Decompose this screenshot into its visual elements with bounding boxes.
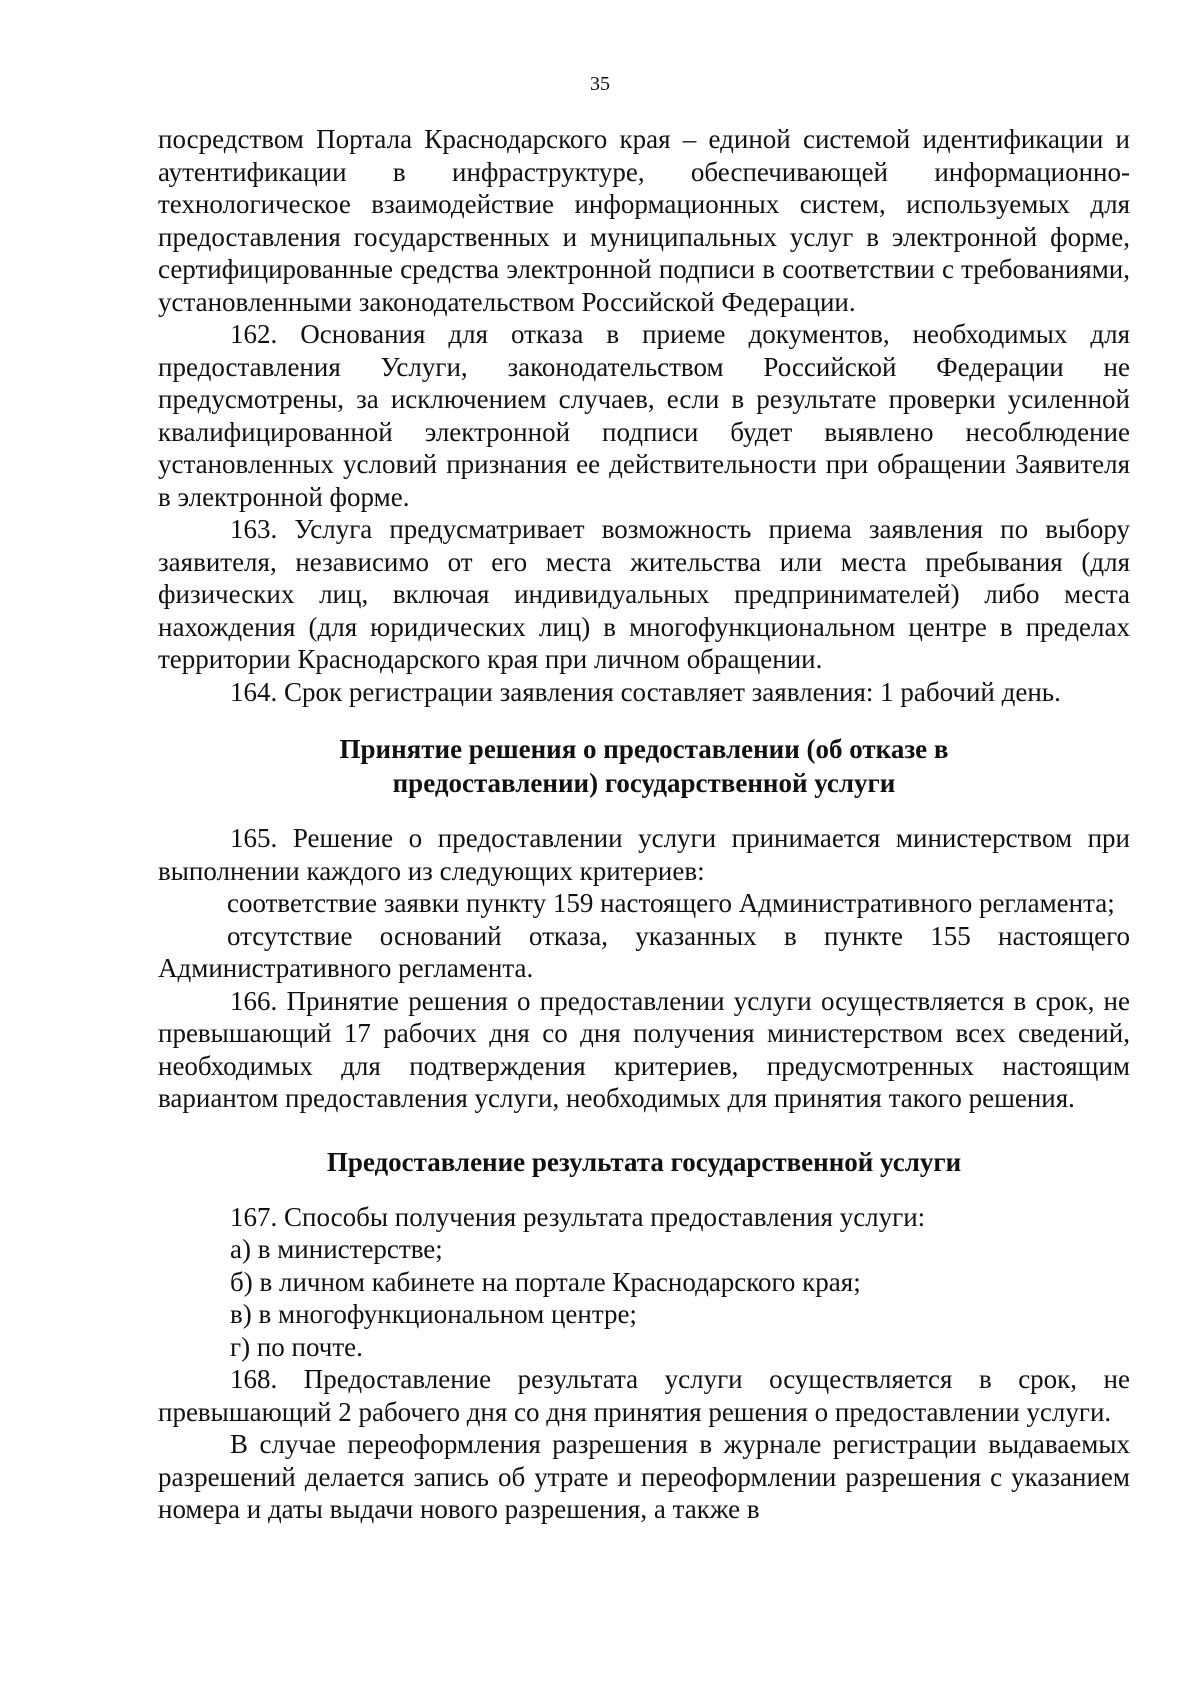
section-heading-decision-line-1: Принятие решения о предоставлении (об отказе в: [339, 734, 949, 764]
paragraph-168: 168. Предоставление результата услуги осуществляется в срок, не превышающий 2 рабочего дня со дня принятия решения о предоставлении услуги.: [158, 1364, 1130, 1427]
paragraph-168-reissue: В случае переоформления разрешения в журнале регистрации выдаваемых разрешений делается запись об утрате и переоформлении разрешения с указанием номера и даты выдачи нового разрешения, а также в: [158, 1429, 1130, 1524]
paragraph-continuation: посредством Портала Краснодарского края – единой системой идентификации и аутентификации в инфраструктуре, обеспечивающей информационно-технологическое взаимодействие информационных систем, используемых для предоставления государственных и муниципальных услуг в электронной форме, сертифицированные средства электронной подписи в соответствии с требованиями, установленными законодательством Российской Федерации.: [158, 124, 1130, 317]
paragraph-165-criterion-1: соответствие заявки пункту 159 настоящего Административного регламента;: [227, 888, 1115, 918]
list-item-c: в) в многофункциональном центре;: [230, 1299, 637, 1329]
section-heading-decision: [158, 732, 1130, 800]
paragraph-167: 167. Способы получения результата предоставления услуги:: [230, 1201, 926, 1232]
list-item-d: г) по почте.: [230, 1331, 363, 1362]
list-item-b: б) в личном кабинете на портале Краснодарского края;: [230, 1266, 861, 1297]
paragraph-162: 162. Основания для отказа в приеме документов, необходимых для предоставления Услуги, законодательством Российской Федерации не предусмотрены, за исключением случаев, если в результате проверки усиленной квалифицированной электронной подписи будет выявлено несоблюдение установленных условий признания ее действительности при обращении Заявителя в электронной форме.: [158, 319, 1130, 512]
section-heading-result: Предоставление результата государственной услуги: [326, 1146, 962, 1177]
document-body: [158, 123, 1130, 1526]
paragraph-164: 164. Срок регистрации заявления составляет заявления: 1 рабочий день.: [230, 676, 1061, 707]
list-item-a: а) в министерстве;: [230, 1234, 443, 1264]
paragraph-163: 163. Услуга предусматривает возможность приема заявления по выбору заявителя, независимо от его места жительства или места пребывания (для физических лиц, включая индивидуальных предпринимателей) либо места нахождения (для юридических лиц) в многофункциональном центре в пределах территории Краснодарского края при личном обращении.: [158, 514, 1130, 674]
paragraph-165: 165. Решение о предоставлении услуги принимается министерством при выполнении каждого из следующих критериев:: [158, 823, 1130, 886]
paragraph-165-criterion-2: отсутствие оснований отказа, указанных в пункте 155 настоящего Административного регламента.: [158, 920, 1130, 983]
paragraph-166: 166. Принятие решения о предоставлении услуги осуществляется в срок, не превышающий 17 рабочих дня со дня получения министерством всех сведений, необходимых для подтверждения критериев, предусмотренных настоящим вариантом предоставления услуги, необходимых для принятия такого решения.: [158, 985, 1130, 1113]
page-number: 35: [590, 73, 610, 95]
section-heading-decision-line-2: предоставлении) государственной услуги: [392, 768, 896, 798]
